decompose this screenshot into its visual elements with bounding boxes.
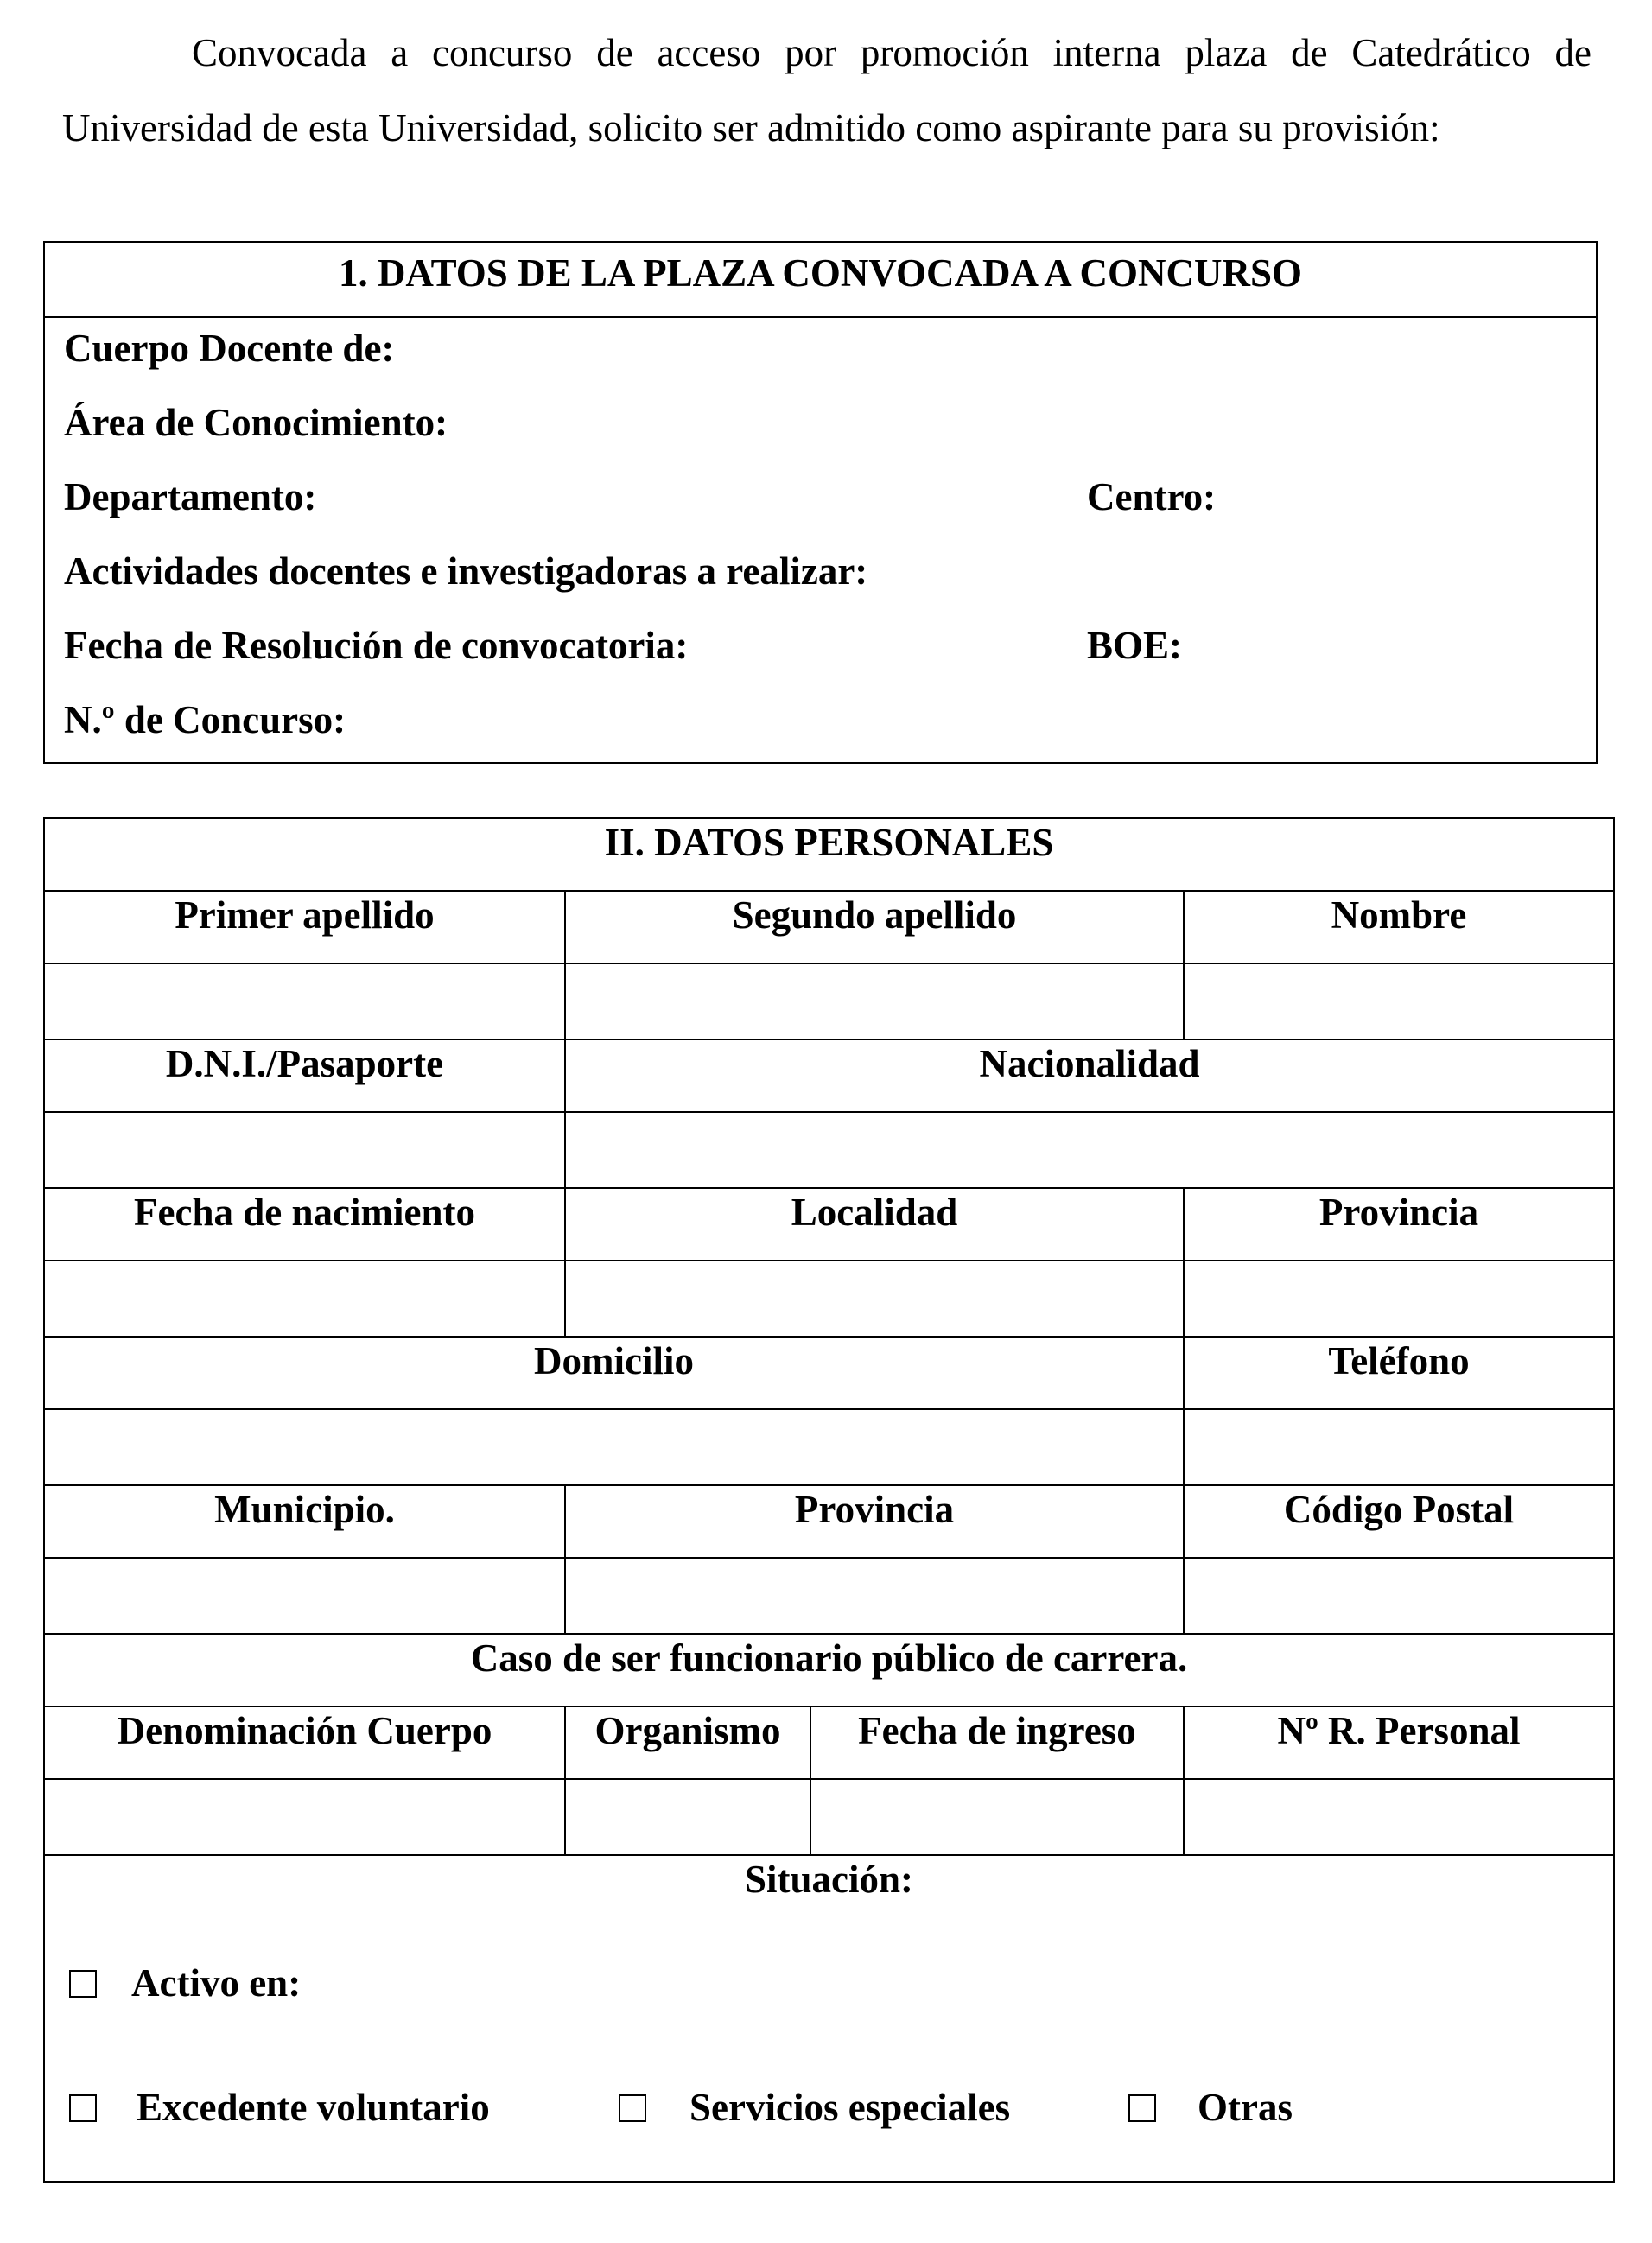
departamento-label: Departamento: — [64, 475, 317, 518]
activo-label: Activo en: — [131, 1961, 302, 2005]
otras-checkbox[interactable] — [1128, 2094, 1156, 2122]
provincia-header: Provincia — [1184, 1188, 1614, 1261]
intro-text: Convocada a concurso de acceso por promoción interna plaza de Catedrático de Universidad de esta Universidad, solicito ser admitido como aspirante para su provisión: — [62, 31, 1592, 149]
fecha-resolucion-label: Fecha de Resolución de convocatoria: — [64, 624, 689, 667]
primer-apellido-header: Primer apellido — [44, 891, 565, 963]
excedente-label: Excedente voluntario — [137, 2086, 490, 2129]
plaza-section-title: 1. DATOS DE LA PLAZA CONVOCADA A CONCURSO — [45, 243, 1596, 318]
activo-checkbox[interactable] — [69, 1970, 97, 1998]
dni-field[interactable] — [44, 1112, 565, 1188]
funcionario-header: Caso de ser funcionario público de carrera. — [44, 1634, 1614, 1706]
segundo-apellido-field[interactable] — [565, 963, 1184, 1039]
plaza-section — [43, 241, 1598, 764]
telefono-header: Teléfono — [1184, 1337, 1614, 1409]
otras-option[interactable] — [1128, 2084, 1293, 2131]
nombre-header: Nombre — [1184, 891, 1614, 963]
primer-apellido-field[interactable] — [44, 963, 565, 1039]
segundo-apellido-header: Segundo apellido — [565, 891, 1184, 963]
nacionalidad-header: Nacionalidad — [565, 1039, 1614, 1112]
organismo-header: Organismo — [565, 1706, 810, 1779]
provincia2-header: Provincia — [565, 1485, 1184, 1558]
nacionalidad-field[interactable] — [565, 1112, 1614, 1188]
datos-personales-title: II. DATOS PERSONALES — [44, 818, 1614, 891]
intro-paragraph — [62, 16, 1592, 166]
provincia2-field[interactable] — [565, 1558, 1184, 1634]
servicios-option[interactable] — [619, 2084, 1010, 2131]
servicios-checkbox[interactable] — [619, 2094, 646, 2122]
codigo-postal-header: Código Postal — [1184, 1485, 1614, 1558]
centro-label: Centro: — [1087, 475, 1217, 518]
nrp-field[interactable] — [1184, 1779, 1614, 1855]
municipio-header: Municipio. — [44, 1485, 565, 1558]
dni-header: D.N.I./Pasaporte — [44, 1039, 565, 1112]
boe-label: BOE: — [1087, 624, 1183, 667]
telefono-field[interactable] — [1184, 1409, 1614, 1485]
otras-label: Otras — [1198, 2086, 1293, 2129]
fecha-nacimiento-field[interactable] — [44, 1261, 565, 1337]
situacion-cell — [44, 1855, 1614, 2182]
fecha-ingreso-field[interactable] — [810, 1779, 1184, 1855]
actividades-label: Actividades docentes e investigadoras a realizar: — [64, 550, 868, 593]
area-conocimiento-label: Área de Conocimiento: — [64, 401, 448, 444]
servicios-label: Servicios especiales — [689, 2086, 1011, 2129]
provincia-field[interactable] — [1184, 1261, 1614, 1337]
numero-concurso-label: N.º de Concurso: — [64, 698, 346, 741]
excedente-checkbox[interactable] — [69, 2094, 97, 2122]
fecha-nacimiento-header: Fecha de nacimiento — [44, 1188, 565, 1261]
nombre-field[interactable] — [1184, 963, 1614, 1039]
datos-personales-table — [43, 817, 1615, 2183]
organismo-field[interactable] — [565, 1779, 810, 1855]
municipio-field[interactable] — [44, 1558, 565, 1634]
localidad-field[interactable] — [565, 1261, 1184, 1337]
activo-option[interactable] — [69, 1960, 301, 2006]
denominacion-cuerpo-header: Denominación Cuerpo — [44, 1706, 565, 1779]
localidad-header: Localidad — [565, 1188, 1184, 1261]
situacion-title: Situación: — [744, 1858, 914, 1901]
fecha-ingreso-header: Fecha de ingreso — [810, 1706, 1184, 1779]
codigo-postal-field[interactable] — [1184, 1558, 1614, 1634]
domicilio-field[interactable] — [44, 1409, 1184, 1485]
cuerpo-docente-label: Cuerpo Docente de: — [64, 327, 395, 370]
domicilio-header: Domicilio — [44, 1337, 1184, 1409]
denominacion-cuerpo-field[interactable] — [44, 1779, 565, 1855]
nrp-header: Nº R. Personal — [1184, 1706, 1614, 1779]
excedente-option[interactable] — [69, 2084, 490, 2131]
